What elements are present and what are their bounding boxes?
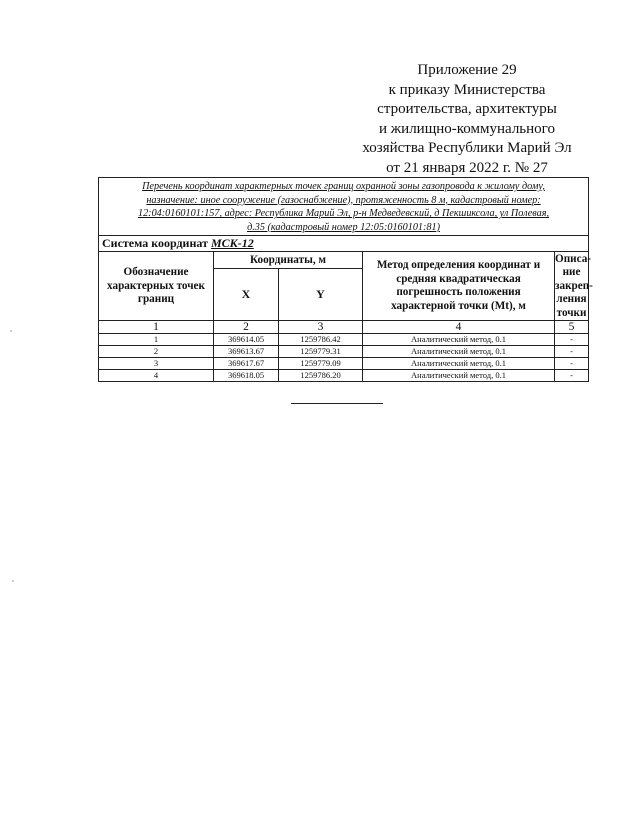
appendix-line: к приказу Министерства bbox=[388, 81, 546, 98]
appendix-line: Приложение 29 bbox=[417, 62, 517, 78]
appendix-line: от 21 января 2022 г. № 27 bbox=[386, 159, 548, 176]
header-x: X bbox=[214, 269, 279, 321]
scan-speck bbox=[10, 330, 12, 332]
column-number-row bbox=[99, 321, 589, 334]
cell-y: 1259786.20 bbox=[279, 370, 363, 382]
table-row bbox=[99, 358, 589, 370]
header-y: Y bbox=[279, 269, 363, 321]
coordinate-system-value: МСК-12 bbox=[210, 236, 254, 251]
table-title-line: 12:04:0160101:157, адрес: Республика Марий Эл, р-н Медведевский, д Пекшиксола, ул Полевая, bbox=[137, 208, 550, 220]
header-description-line: ления bbox=[556, 293, 587, 306]
table-title-line: Перечень координат характерных точек границ охранной зоны газопровода к жилому дому, bbox=[142, 181, 545, 192]
header-points: Обозначение характерных точек границ bbox=[99, 252, 214, 321]
header-row-1 bbox=[99, 252, 589, 269]
cell-point: 1 bbox=[99, 334, 214, 346]
table-title-line: назначение: иное сооружение (газоснабжение), протяженность 8 м, кадастровый номер: bbox=[146, 194, 541, 206]
cell-point: 3 bbox=[99, 358, 214, 370]
cell-point: 2 bbox=[99, 346, 214, 358]
cell-y: 1259779.09 bbox=[279, 358, 363, 370]
cell-method: Аналитический метод, 0.1 bbox=[363, 358, 555, 370]
table-title bbox=[99, 178, 589, 236]
header-description-line: закреп- bbox=[555, 279, 593, 292]
column-number: 4 bbox=[363, 321, 555, 334]
appendix-line: строительства, архитектуры bbox=[377, 101, 557, 117]
table-row bbox=[99, 370, 589, 382]
header-method: Метод определения координат и средняя квадратическая погрешность положения характерной точки (Mt), м bbox=[363, 252, 555, 321]
cell-method: Аналитический метод, 0.1 bbox=[363, 370, 555, 382]
cell-description: - bbox=[555, 334, 589, 346]
cell-x: 369617.67 bbox=[214, 358, 279, 370]
separator-line bbox=[291, 403, 383, 404]
appendix-line: и жилищно-коммунального bbox=[379, 120, 555, 137]
cell-description: - bbox=[555, 370, 589, 382]
cell-x: 369618.05 bbox=[214, 370, 279, 382]
column-number: 3 bbox=[279, 321, 363, 334]
coordinate-system-row bbox=[99, 236, 589, 252]
coordinate-system bbox=[99, 236, 589, 252]
cell-method: Аналитический метод, 0.1 bbox=[363, 346, 555, 358]
cell-description: - bbox=[555, 358, 589, 370]
scan-speck bbox=[12, 580, 14, 582]
cell-method: Аналитический метод, 0.1 bbox=[363, 334, 555, 346]
header-description-line: точки bbox=[556, 306, 587, 319]
appendix-line: хозяйства Республики Марий Эл bbox=[362, 140, 572, 156]
table-title-line: д.35 (кадастровый номер 12:05:0160101:81) bbox=[247, 221, 440, 233]
table-row bbox=[99, 334, 589, 346]
coordinates-table bbox=[98, 177, 593, 382]
cell-description: - bbox=[555, 346, 589, 358]
column-number: 2 bbox=[214, 321, 279, 334]
cell-x: 369614.05 bbox=[214, 334, 279, 346]
header-coordinates: Координаты, м bbox=[214, 252, 363, 269]
cell-y: 1259786.42 bbox=[279, 334, 363, 346]
table-title-row bbox=[99, 178, 589, 236]
cell-point: 4 bbox=[99, 370, 214, 382]
header-description bbox=[555, 252, 593, 321]
column-number: 5 bbox=[555, 321, 589, 334]
table-row bbox=[99, 346, 589, 358]
cell-x: 369613.67 bbox=[214, 346, 279, 358]
cell-y: 1259779.31 bbox=[279, 346, 363, 358]
appendix-header bbox=[356, 61, 578, 178]
coordinate-system-label: Система координат bbox=[102, 236, 208, 251]
header-description-line: Описа- bbox=[555, 252, 592, 265]
column-number: 1 bbox=[99, 321, 214, 334]
header-description-line: ние bbox=[562, 266, 581, 279]
